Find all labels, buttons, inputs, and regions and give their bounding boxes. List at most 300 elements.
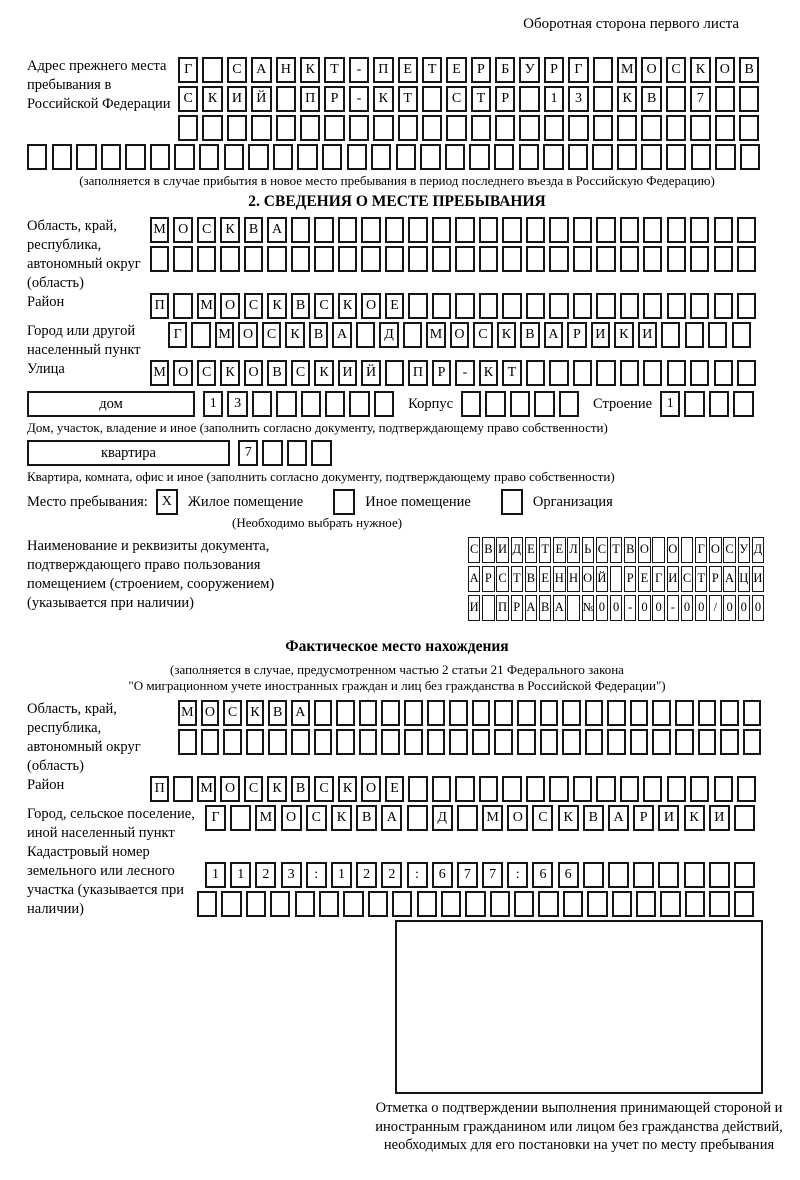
- char-cell: О: [582, 566, 594, 592]
- doc-row-3: [468, 595, 767, 621]
- char-cell: [593, 86, 613, 112]
- char-cell: К: [497, 322, 516, 348]
- char-cell: [287, 440, 307, 466]
- prev-address-label: Адрес прежнего места пребывания в Российской Федерации: [27, 58, 171, 112]
- char-cell: [336, 729, 355, 755]
- district-row: [150, 293, 767, 319]
- char-cell: Р: [624, 566, 636, 592]
- char-cell: Т: [324, 57, 344, 83]
- char-cell: Д: [752, 537, 764, 563]
- char-cell: [479, 217, 498, 243]
- prev-address-row-4: [27, 144, 767, 170]
- char-cell: 1: [544, 86, 564, 112]
- char-cell: Д: [379, 322, 398, 348]
- char-cell: [667, 360, 686, 386]
- char-cell: [667, 776, 686, 802]
- char-cell: [573, 360, 592, 386]
- char-cell: [173, 246, 192, 272]
- char-cell: В: [244, 217, 263, 243]
- prev-address-note: (заполняется в случае прибытия в новое место пребывания в период последнего въезда в Российскую Федерацию): [79, 173, 715, 188]
- char-cell: О: [507, 805, 528, 831]
- char-cell: Т: [539, 537, 551, 563]
- char-cell: Т: [502, 360, 521, 386]
- char-cell: [549, 246, 568, 272]
- char-cell: [291, 729, 310, 755]
- char-cell: Г: [652, 566, 664, 592]
- char-cell: С: [291, 360, 310, 386]
- char-cell: К: [338, 776, 357, 802]
- char-cell: Е: [385, 293, 404, 319]
- char-cell: [173, 776, 192, 802]
- char-cell: [549, 776, 568, 802]
- char-cell: И: [709, 805, 730, 831]
- char-cell: [427, 700, 446, 726]
- street-field: [27, 360, 767, 389]
- char-cell: [681, 537, 693, 563]
- char-cell: [737, 217, 756, 243]
- char-cell: 0: [652, 595, 664, 621]
- char-cell: [743, 700, 762, 726]
- char-cell: М: [178, 700, 197, 726]
- char-cell: Т: [398, 86, 418, 112]
- char-cell: [338, 246, 357, 272]
- char-cell: [666, 86, 686, 112]
- char-cell: [347, 144, 367, 170]
- char-cell: К: [267, 776, 286, 802]
- char-cell: [715, 144, 735, 170]
- region-field: [27, 217, 767, 293]
- doc-row-1: [468, 537, 767, 563]
- char-cell: И: [658, 805, 679, 831]
- char-cell: В: [624, 537, 636, 563]
- char-cell: Й: [251, 86, 271, 112]
- char-cell: [407, 805, 428, 831]
- char-cell: С: [666, 57, 686, 83]
- char-cell: О: [238, 322, 257, 348]
- street-label: Улица: [27, 361, 65, 377]
- char-cell: [534, 391, 554, 417]
- actual-city-label: Город, сельское поселение, иной населенный пункт: [27, 806, 195, 841]
- char-cell: [404, 729, 423, 755]
- char-cell: [607, 729, 626, 755]
- char-cell: [76, 144, 96, 170]
- district-label: Район: [27, 294, 65, 310]
- char-cell: К: [617, 86, 637, 112]
- char-cell: [461, 391, 481, 417]
- char-cell: [422, 115, 442, 141]
- char-cell: [715, 115, 735, 141]
- char-cell: А: [291, 700, 310, 726]
- char-cell: И: [667, 566, 679, 592]
- char-cell: Е: [525, 537, 537, 563]
- checkbox-zhiloe: X: [156, 489, 178, 515]
- actual-city-row: [205, 805, 767, 831]
- char-cell: [301, 391, 321, 417]
- char-cell: П: [408, 360, 427, 386]
- char-cell: В: [291, 293, 310, 319]
- char-cell: [197, 891, 217, 917]
- char-cell: [690, 246, 709, 272]
- char-cell: 0: [610, 595, 622, 621]
- char-cell: 0: [723, 595, 735, 621]
- char-cell: [485, 391, 505, 417]
- char-cell: О: [641, 57, 661, 83]
- char-cell: И: [591, 322, 610, 348]
- char-cell: [398, 115, 418, 141]
- char-cell: [325, 391, 345, 417]
- char-cell: [658, 862, 679, 888]
- char-cell: [246, 891, 266, 917]
- char-cell: К: [220, 360, 239, 386]
- char-cell: [685, 891, 705, 917]
- char-cell: [690, 360, 709, 386]
- char-cell: [734, 862, 755, 888]
- char-cell: С: [227, 57, 247, 83]
- char-cell: И: [752, 566, 764, 592]
- char-cell: [652, 729, 671, 755]
- char-cell: И: [638, 322, 657, 348]
- apartment-field: [27, 440, 767, 469]
- char-cell: В: [739, 57, 759, 83]
- char-cell: [432, 246, 451, 272]
- char-cell: 1: [660, 391, 680, 417]
- char-cell: М: [617, 57, 637, 83]
- char-cell: 3: [568, 86, 588, 112]
- char-cell: [573, 293, 592, 319]
- char-cell: [514, 891, 534, 917]
- char-cell: [319, 891, 339, 917]
- char-cell: [381, 700, 400, 726]
- region-row-2: [150, 246, 767, 272]
- char-cell: К: [690, 57, 710, 83]
- char-cell: [643, 360, 662, 386]
- char-cell: [300, 115, 320, 141]
- char-cell: [472, 729, 491, 755]
- char-cell: Р: [567, 322, 586, 348]
- char-cell: С: [496, 566, 508, 592]
- char-cell: 1: [205, 862, 226, 888]
- char-cell: Г: [168, 322, 187, 348]
- char-cell: [495, 115, 515, 141]
- char-cell: [660, 891, 680, 917]
- char-cell: [191, 322, 210, 348]
- char-cell: Р: [471, 57, 491, 83]
- char-cell: -: [667, 595, 679, 621]
- char-cell: [472, 700, 491, 726]
- char-cell: [517, 700, 536, 726]
- char-cell: 2: [381, 862, 402, 888]
- char-cell: [720, 729, 739, 755]
- char-cell: Е: [553, 537, 565, 563]
- char-cell: С: [197, 360, 216, 386]
- char-cell: А: [544, 322, 563, 348]
- char-cell: Е: [638, 566, 650, 592]
- char-cell: [714, 246, 733, 272]
- char-cell: [526, 776, 545, 802]
- char-cell: [661, 322, 680, 348]
- char-cell: В: [539, 595, 551, 621]
- city-field: [27, 322, 767, 360]
- stroenie-label: Строение: [592, 396, 653, 412]
- char-cell: П: [150, 776, 169, 802]
- actual-region-label: Область, край, республика, автономный округ (область): [27, 701, 141, 774]
- char-cell: [562, 729, 581, 755]
- char-cell: [494, 700, 513, 726]
- char-cell: [276, 115, 296, 141]
- region-row-1: [150, 217, 767, 243]
- char-cell: [324, 115, 344, 141]
- char-cell: [432, 217, 451, 243]
- char-cell: [314, 246, 333, 272]
- char-cell: -: [624, 595, 636, 621]
- char-cell: [396, 144, 416, 170]
- char-cell: [125, 144, 145, 170]
- char-cell: С: [446, 86, 466, 112]
- confirmation-stamp-note: Отметка о подтверждении выполнения принимающей стороной и иностранным гражданином или лицом без гражданства действий, необходимых для его постановки на учет по месту пребывания: [375, 1100, 783, 1153]
- char-cell: [573, 776, 592, 802]
- house-field: [27, 391, 767, 420]
- char-cell: [349, 115, 369, 141]
- actual-note-2: "О миграционном учете иностранных граждан и лиц без гражданства в Российской Федерации"): [128, 678, 666, 693]
- actual-district-field: [27, 776, 767, 805]
- char-cell: М: [255, 805, 276, 831]
- char-cell: [52, 144, 72, 170]
- char-cell: Е: [539, 566, 551, 592]
- char-cell: [734, 805, 755, 831]
- char-cell: Г: [178, 57, 198, 83]
- char-cell: [585, 729, 604, 755]
- char-cell: [336, 700, 355, 726]
- char-cell: 2: [356, 862, 377, 888]
- char-cell: К: [202, 86, 222, 112]
- char-cell: Р: [633, 805, 654, 831]
- char-cell: 3: [227, 391, 247, 417]
- char-cell: 0: [638, 595, 650, 621]
- char-cell: О: [638, 537, 650, 563]
- char-cell: В: [641, 86, 661, 112]
- char-cell: Е: [385, 776, 404, 802]
- actual-note-1: (заполняется в случае, предусмотренном частью 2 статьи 21 Федерального закона: [170, 662, 624, 677]
- char-cell: :: [306, 862, 327, 888]
- char-cell: К: [558, 805, 579, 831]
- char-cell: У: [519, 57, 539, 83]
- char-cell: [643, 217, 662, 243]
- char-cell: [490, 891, 510, 917]
- char-cell: [519, 115, 539, 141]
- char-cell: -: [455, 360, 474, 386]
- checkbox-inoe: [333, 489, 355, 515]
- char-cell: Т: [610, 537, 622, 563]
- char-cell: [708, 322, 727, 348]
- char-cell: [643, 293, 662, 319]
- actual-region-row-2: [178, 729, 767, 755]
- char-cell: К: [338, 293, 357, 319]
- stay-type-row: [27, 489, 767, 515]
- char-cell: М: [197, 293, 216, 319]
- char-cell: С: [262, 322, 281, 348]
- char-cell: [199, 144, 219, 170]
- char-cell: Д: [432, 805, 453, 831]
- char-cell: [385, 360, 404, 386]
- char-cell: [465, 891, 485, 917]
- char-cell: 1: [203, 391, 223, 417]
- char-cell: Р: [324, 86, 344, 112]
- char-cell: [373, 115, 393, 141]
- char-cell: 6: [558, 862, 579, 888]
- char-cell: М: [150, 360, 169, 386]
- char-cell: [227, 115, 247, 141]
- char-cell: 1: [331, 862, 352, 888]
- char-cell: [457, 805, 478, 831]
- char-cell: [273, 144, 293, 170]
- char-cell: [517, 729, 536, 755]
- actual-region-row-1: [178, 700, 767, 726]
- char-cell: 3: [281, 862, 302, 888]
- char-cell: [667, 293, 686, 319]
- char-cell: [244, 246, 263, 272]
- char-cell: [385, 217, 404, 243]
- char-cell: [432, 293, 451, 319]
- option-organizacia-label: Организация: [532, 493, 613, 510]
- char-cell: Т: [695, 566, 707, 592]
- char-cell: [502, 217, 521, 243]
- char-cell: 7: [457, 862, 478, 888]
- char-cell: С: [681, 566, 693, 592]
- char-cell: О: [220, 776, 239, 802]
- actual-title: Фактическое место нахождения: [285, 638, 509, 655]
- char-cell: Б: [495, 57, 515, 83]
- char-cell: [563, 891, 583, 917]
- char-cell: К: [246, 700, 265, 726]
- char-cell: А: [267, 217, 286, 243]
- char-cell: О: [173, 360, 192, 386]
- char-cell: [652, 700, 671, 726]
- char-cell: Р: [495, 86, 515, 112]
- char-cell: [150, 246, 169, 272]
- cadastre-label: Кадастровый номер земельного или лесного участка (указывается при наличии): [27, 844, 184, 917]
- char-cell: А: [608, 805, 629, 831]
- char-cell: О: [244, 360, 263, 386]
- char-cell: С: [223, 700, 242, 726]
- char-cell: [361, 217, 380, 243]
- char-cell: [585, 700, 604, 726]
- char-cell: [667, 246, 686, 272]
- char-cell: О: [361, 293, 380, 319]
- char-cell: Р: [482, 566, 494, 592]
- char-cell: [502, 293, 521, 319]
- char-cell: [494, 144, 514, 170]
- char-cell: №: [582, 595, 594, 621]
- char-cell: [427, 729, 446, 755]
- char-cell: О: [361, 776, 380, 802]
- region-rows: [150, 217, 767, 275]
- char-cell: [596, 246, 615, 272]
- char-cell: [420, 144, 440, 170]
- char-cell: [408, 246, 427, 272]
- char-cell: В: [291, 776, 310, 802]
- char-cell: [482, 595, 494, 621]
- char-cell: [455, 217, 474, 243]
- char-cell: [374, 391, 394, 417]
- house-number-row: [203, 391, 398, 417]
- char-cell: [715, 86, 735, 112]
- char-cell: [297, 144, 317, 170]
- char-cell: Л: [567, 537, 579, 563]
- char-cell: В: [267, 360, 286, 386]
- char-cell: [361, 246, 380, 272]
- char-cell: [202, 115, 222, 141]
- char-cell: 7: [238, 440, 258, 466]
- char-cell: Г: [205, 805, 226, 831]
- char-cell: С: [314, 293, 333, 319]
- char-cell: [596, 360, 615, 386]
- char-cell: [568, 144, 588, 170]
- char-cell: [684, 862, 705, 888]
- char-cell: [381, 729, 400, 755]
- char-cell: [408, 217, 427, 243]
- char-cell: О: [450, 322, 469, 348]
- char-cell: [714, 360, 733, 386]
- char-cell: [403, 322, 422, 348]
- cadastre-row-1: [205, 862, 767, 888]
- char-cell: [101, 144, 121, 170]
- char-cell: [27, 144, 47, 170]
- char-cell: [714, 776, 733, 802]
- char-cell: А: [381, 805, 402, 831]
- prev-address-rows: [178, 57, 767, 144]
- char-cell: [202, 57, 222, 83]
- char-cell: [479, 776, 498, 802]
- char-cell: [276, 86, 296, 112]
- cadastre-row-2: [197, 891, 767, 917]
- char-cell: [267, 246, 286, 272]
- char-cell: [737, 246, 756, 272]
- char-cell: [417, 891, 437, 917]
- char-cell: [449, 700, 468, 726]
- char-cell: [197, 246, 216, 272]
- char-cell: [636, 891, 656, 917]
- char-cell: Р: [432, 360, 451, 386]
- char-cell: [519, 86, 539, 112]
- char-cell: О: [173, 217, 192, 243]
- char-cell: 6: [432, 862, 453, 888]
- char-cell: [471, 115, 491, 141]
- char-cell: [698, 700, 717, 726]
- char-cell: 7: [482, 862, 503, 888]
- char-cell: [643, 246, 662, 272]
- char-cell: [201, 729, 220, 755]
- char-cell: [252, 391, 272, 417]
- confirmation-stamp-box: [395, 920, 763, 1094]
- char-cell: [441, 891, 461, 917]
- actual-district-label: Район: [27, 777, 65, 793]
- char-cell: А: [553, 595, 565, 621]
- char-cell: В: [583, 805, 604, 831]
- char-cell: [709, 862, 730, 888]
- char-cell: [549, 293, 568, 319]
- char-cell: С: [306, 805, 327, 831]
- char-cell: [666, 115, 686, 141]
- char-cell: [291, 246, 310, 272]
- char-cell: [174, 144, 194, 170]
- char-cell: [246, 729, 265, 755]
- char-cell: О: [715, 57, 735, 83]
- char-cell: [690, 217, 709, 243]
- char-cell: [479, 246, 498, 272]
- char-cell: [620, 776, 639, 802]
- char-cell: С: [178, 86, 198, 112]
- char-cell: [583, 862, 604, 888]
